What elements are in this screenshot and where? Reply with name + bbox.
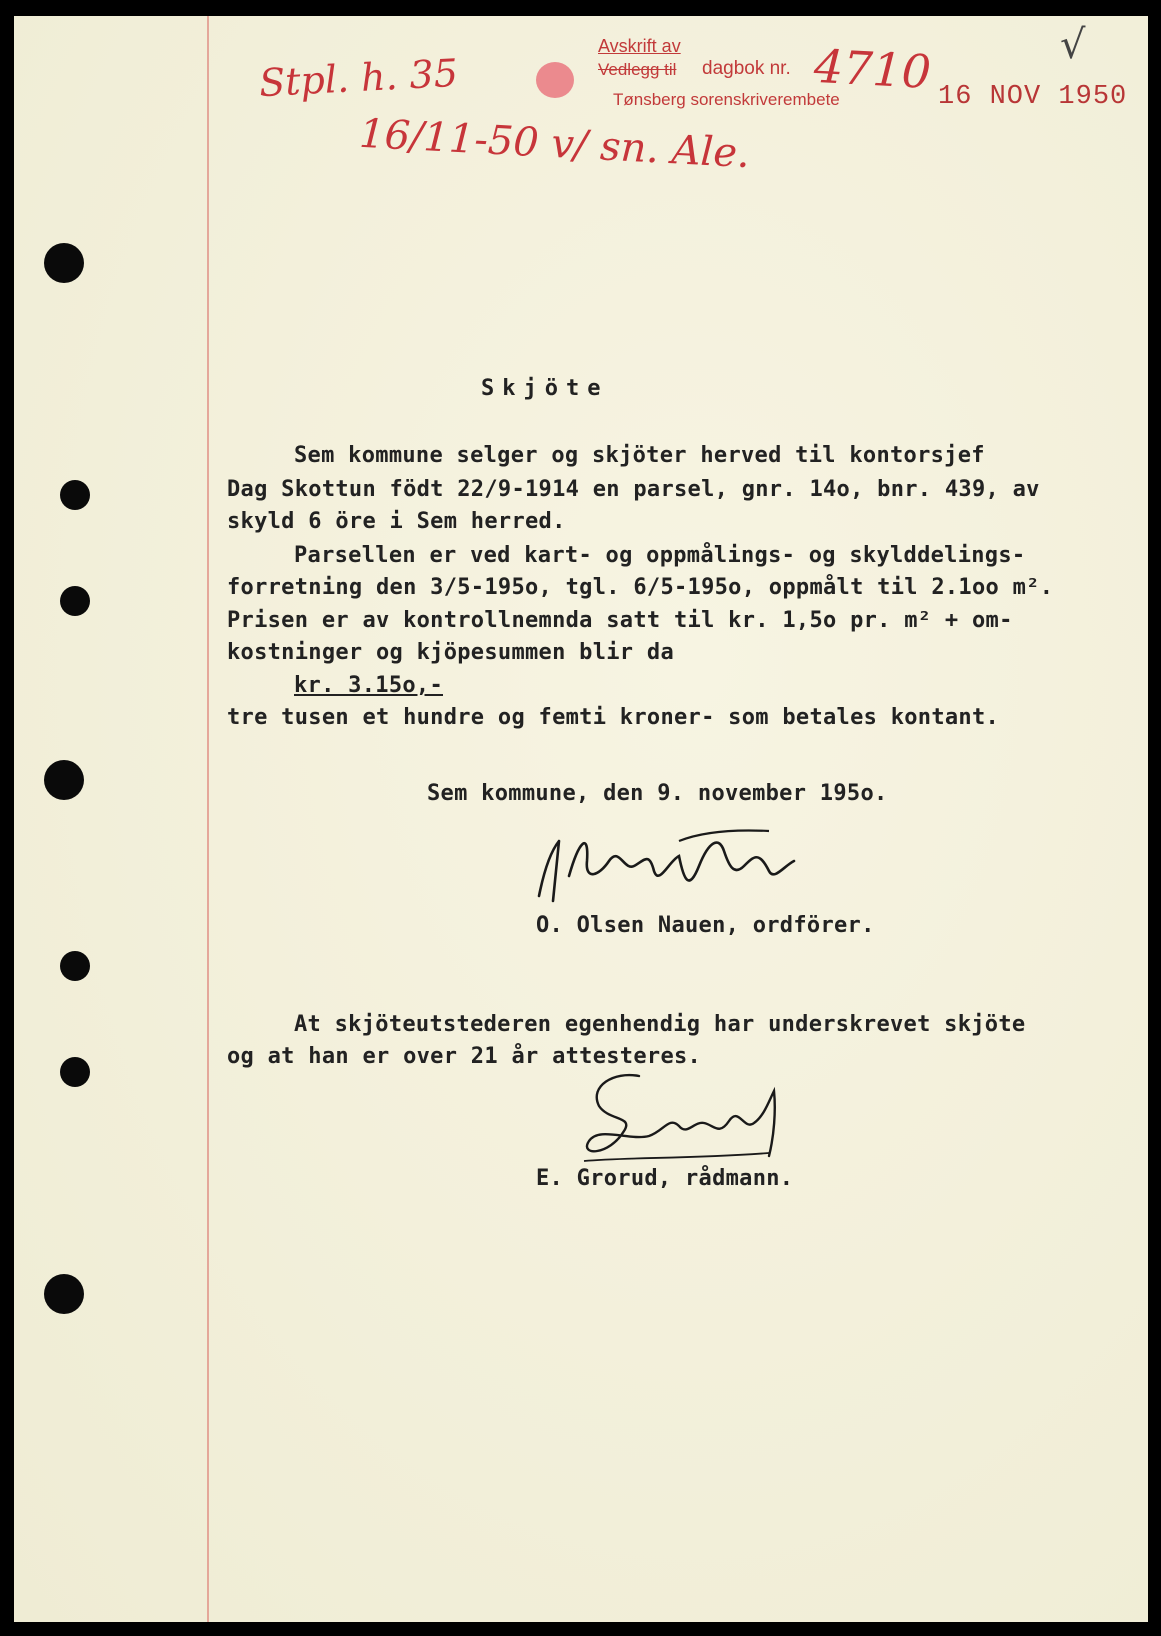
signer1-name: O. Olsen Nauen, ordförer. [536,913,875,938]
binder-hole [44,243,84,283]
stamp-date: 16 NOV 1950 [938,82,1128,112]
paragraph2-line: kostninger og kjöpesummen blir da [227,640,674,665]
stamp-line-2: Vedlegg til [598,60,677,79]
stamp-line-2b: dagbok nr. [702,58,791,79]
paragraph1-line: Sem kommune selger og skjöter herved til kontorsjef [294,443,985,468]
amount-in-words: tre tusen et hundre og femti kroner- som betales kontant. [227,705,1000,730]
paragraph1-line: Dag Skottun födt 22/9-1914 en parsel, gnr. 14o, bnr. 439, av [227,477,1040,502]
handwritten-journal-number: 4710 [812,38,933,100]
signer2-name: E. Grorud, rådmann. [536,1166,794,1191]
paragraph1-line: skyld 6 öre i Sem herred. [227,509,566,534]
check-mark: √ [1060,22,1086,68]
amount: kr. 3.15o,- [294,673,443,698]
handwritten-reference: Stpl. h. 35 [257,50,459,106]
document-page [14,16,1148,1622]
binder-hole [60,480,90,510]
stamp-line-3: Tønsberg sorenskriverembete [613,90,840,109]
paragraph2-line: forretning den 3/5-195o, tgl. 6/5-195o, oppmålt til 2.1oo m². [227,575,1054,600]
document-title: Skjöte [481,376,609,401]
binder-hole [60,1057,90,1087]
signature-grorud [569,1061,799,1176]
binder-hole [44,760,84,800]
margin-line [207,16,209,1622]
attestation-line: At skjöteutstederen egenhendig har underskrevet skjöte [294,1012,1026,1037]
paragraph2-line: Prisen er av kontrollnemnda satt til kr. 1,5o pr. m² + om- [227,608,1013,633]
binder-hole [60,951,90,981]
signature-nauen [529,821,809,911]
handwritten-date-note: 16/11-50 v/ sn. Ale. [358,110,751,178]
paragraph2-line: Parsellen er ved kart- og oppmålings- og skylddelings- [294,543,1026,568]
binder-hole [44,1274,84,1314]
stamp-line-1: Avskrift av [598,36,681,56]
place-date: Sem kommune, den 9. november 195o. [427,781,888,806]
red-ink-blot [536,62,574,98]
binder-hole [60,586,90,616]
attestation-line: og at han er over 21 år attesteres. [227,1044,702,1069]
